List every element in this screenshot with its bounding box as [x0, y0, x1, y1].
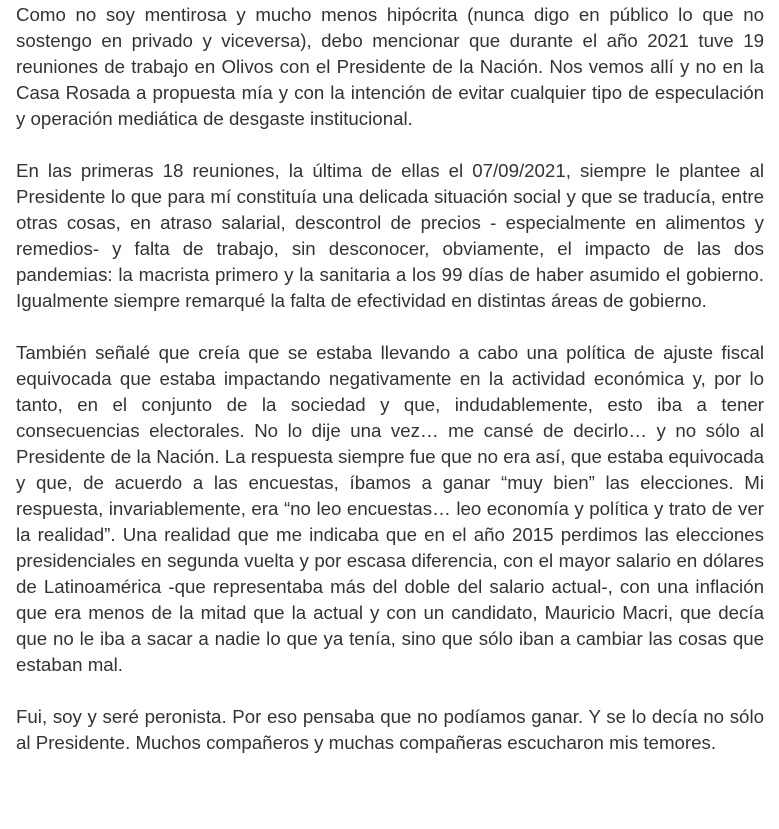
paragraph-peronist-statement: Fui, soy y seré peronista. Por eso pensaba que no podíamos ganar. Y se lo decía no sólo al Presidente. Muchos compañeros y muchas compañeras escucharon mis temores. [16, 706, 764, 753]
paragraph-fiscal-adjustment: También señalé que creía que se estaba llevando a cabo una política de ajuste fiscal equivocada que estaba impactando negativamente en la actividad económica y, por lo tanto, en el conjunto de la sociedad y que, indudablemente, esto iba a tener consecuencias electorales. No lo dije una vez… me cansé de decirlo… y no sólo al Presidente de la Nación. La respuesta siempre fue que no era así, que estaba equivocada y que, de acuerdo a las encuestas, íbamos a ganar “muy bien” las elecciones. Mi respuesta, invariablemente, era “no leo encuestas… leo economía y política y trato de ver la realidad”. Una realidad que me indicaba que en el año 2015 perdimos las elecciones presidenciales en segunda vuelta y por escasa diferencia, con el mayor salario en dólares de Latinoamérica -que representaba más del doble del salario actual-, con una inflación que era menos de la mitad que la actual y con un candidato, Mauricio Macri, que decía que no le iba a sacar a nadie lo que ya tenía, sino que sólo iban a cambiar las cosas que estaban mal. [16, 342, 764, 675]
paragraph-olivos-meetings: Como no soy mentirosa y mucho menos hipócrita (nunca digo en público lo que no sostengo en privado y viceversa), debo mencionar que durante el año 2021 tuve 19 reuniones de trabajo en Olivos con el Presidente de la Nación. Nos vemos allí y no en la Casa Rosada a propuesta mía y con la intención de evitar cualquier tipo de especulación y operación mediática de desgaste institucional. [16, 4, 764, 129]
paragraph-first-18-meetings: En las primeras 18 reuniones, la última de ellas el 07/09/2021, siempre le plantee al Presidente lo que para mí constituía una delicada situación social y que se traducía, entre otras cosas, en atraso salarial, descontrol de precios - especialmente en alimentos y remedios- y falta de trabajo, sin desconocer, obviamente, el impacto de las dos pandemias: la macrista primero y la sanitaria a los 99 días de haber asumido el gobierno. Igualmente siempre remarqué la falta de efectividad en distintas áreas de gobierno. [16, 160, 764, 311]
